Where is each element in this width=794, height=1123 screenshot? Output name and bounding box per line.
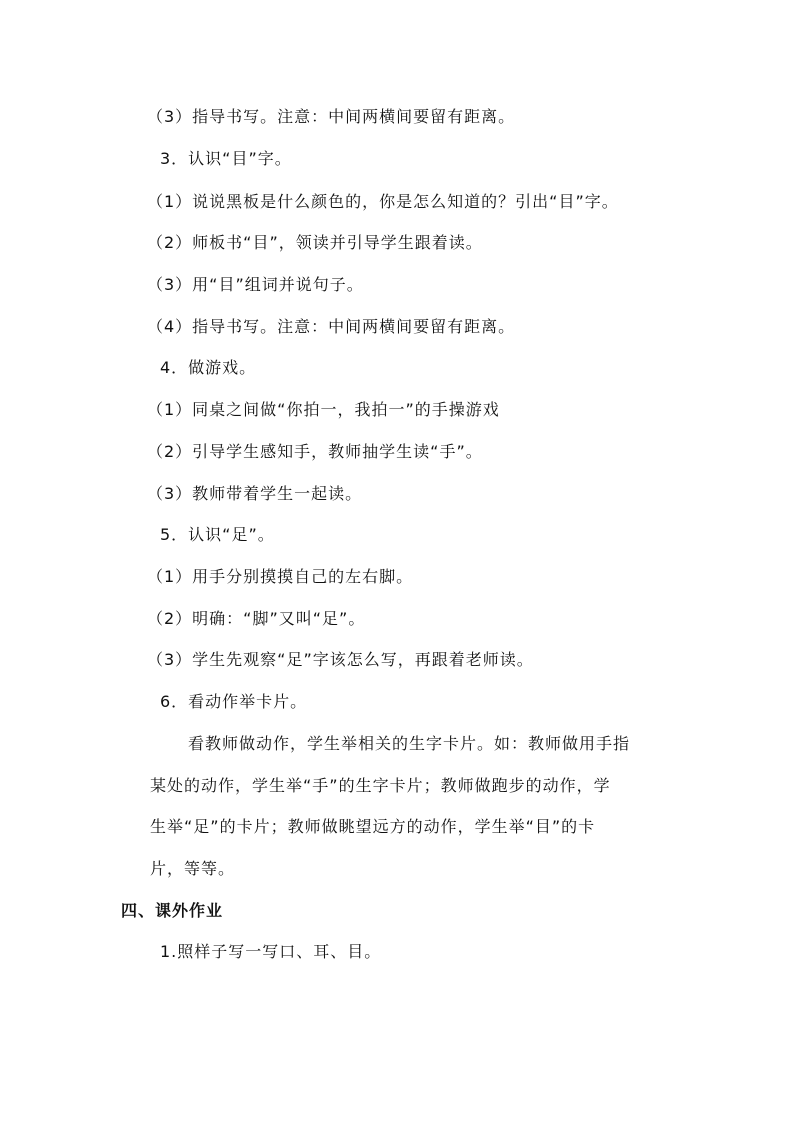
step-3-item-1: （1）说说黑板是什么颜色的，你是怎么知道的？引出“目”字。 — [147, 192, 619, 211]
section-heading-homework: 四、课外作业 — [121, 901, 224, 920]
step-5-item-3: （3）学生先观察“足”字该怎么写，再跟着老师读。 — [147, 650, 534, 669]
paragraph-line-4: 片，等等。 — [150, 859, 236, 878]
step-3-item-3: （3）用“目”组词并说句子。 — [147, 275, 364, 294]
step-5-item-2: （2）明确：“脚”又叫“足”。 — [147, 609, 366, 628]
step-5-title: 5．认识“足”。 — [160, 525, 275, 544]
step-3-title: 3．认识“目”字。 — [160, 149, 292, 168]
paragraph-line-2: 某处的动作，学生举“手”的生字卡片；教师做跑步的动作，学 — [150, 776, 611, 795]
step-4-item-2: （2）引导学生感知手，教师抽学生读“手”。 — [147, 442, 483, 461]
step-2-item-3: （3）指导书写。注意：中间两横间要留有距离。 — [147, 107, 516, 126]
step-5-item-1: （1）用手分别摸摸自己的左右脚。 — [147, 567, 414, 586]
step-4-title: 4．做游戏。 — [160, 358, 257, 377]
paragraph-line-1: 看教师做动作，学生举相关的生字卡片。如：教师做用手指 — [188, 734, 631, 753]
step-3-item-2: （2）师板书“目”，领读并引导学生跟着读。 — [147, 233, 483, 252]
homework-item-1: 1.照样子写一写口、耳、目。 — [160, 942, 382, 961]
step-3-item-4: （4）指导书写。注意：中间两横间要留有距离。 — [147, 317, 516, 336]
step-6-title: 6．看动作举卡片。 — [160, 692, 308, 711]
step-4-item-1: （1）同桌之间做“你拍一，我拍一”的手操游戏 — [147, 400, 500, 419]
paragraph-line-3: 生举“足”的卡片；教师做眺望远方的动作，学生举“目”的卡 — [150, 817, 596, 836]
step-4-item-3: （3）教师带着学生一起读。 — [147, 484, 363, 503]
